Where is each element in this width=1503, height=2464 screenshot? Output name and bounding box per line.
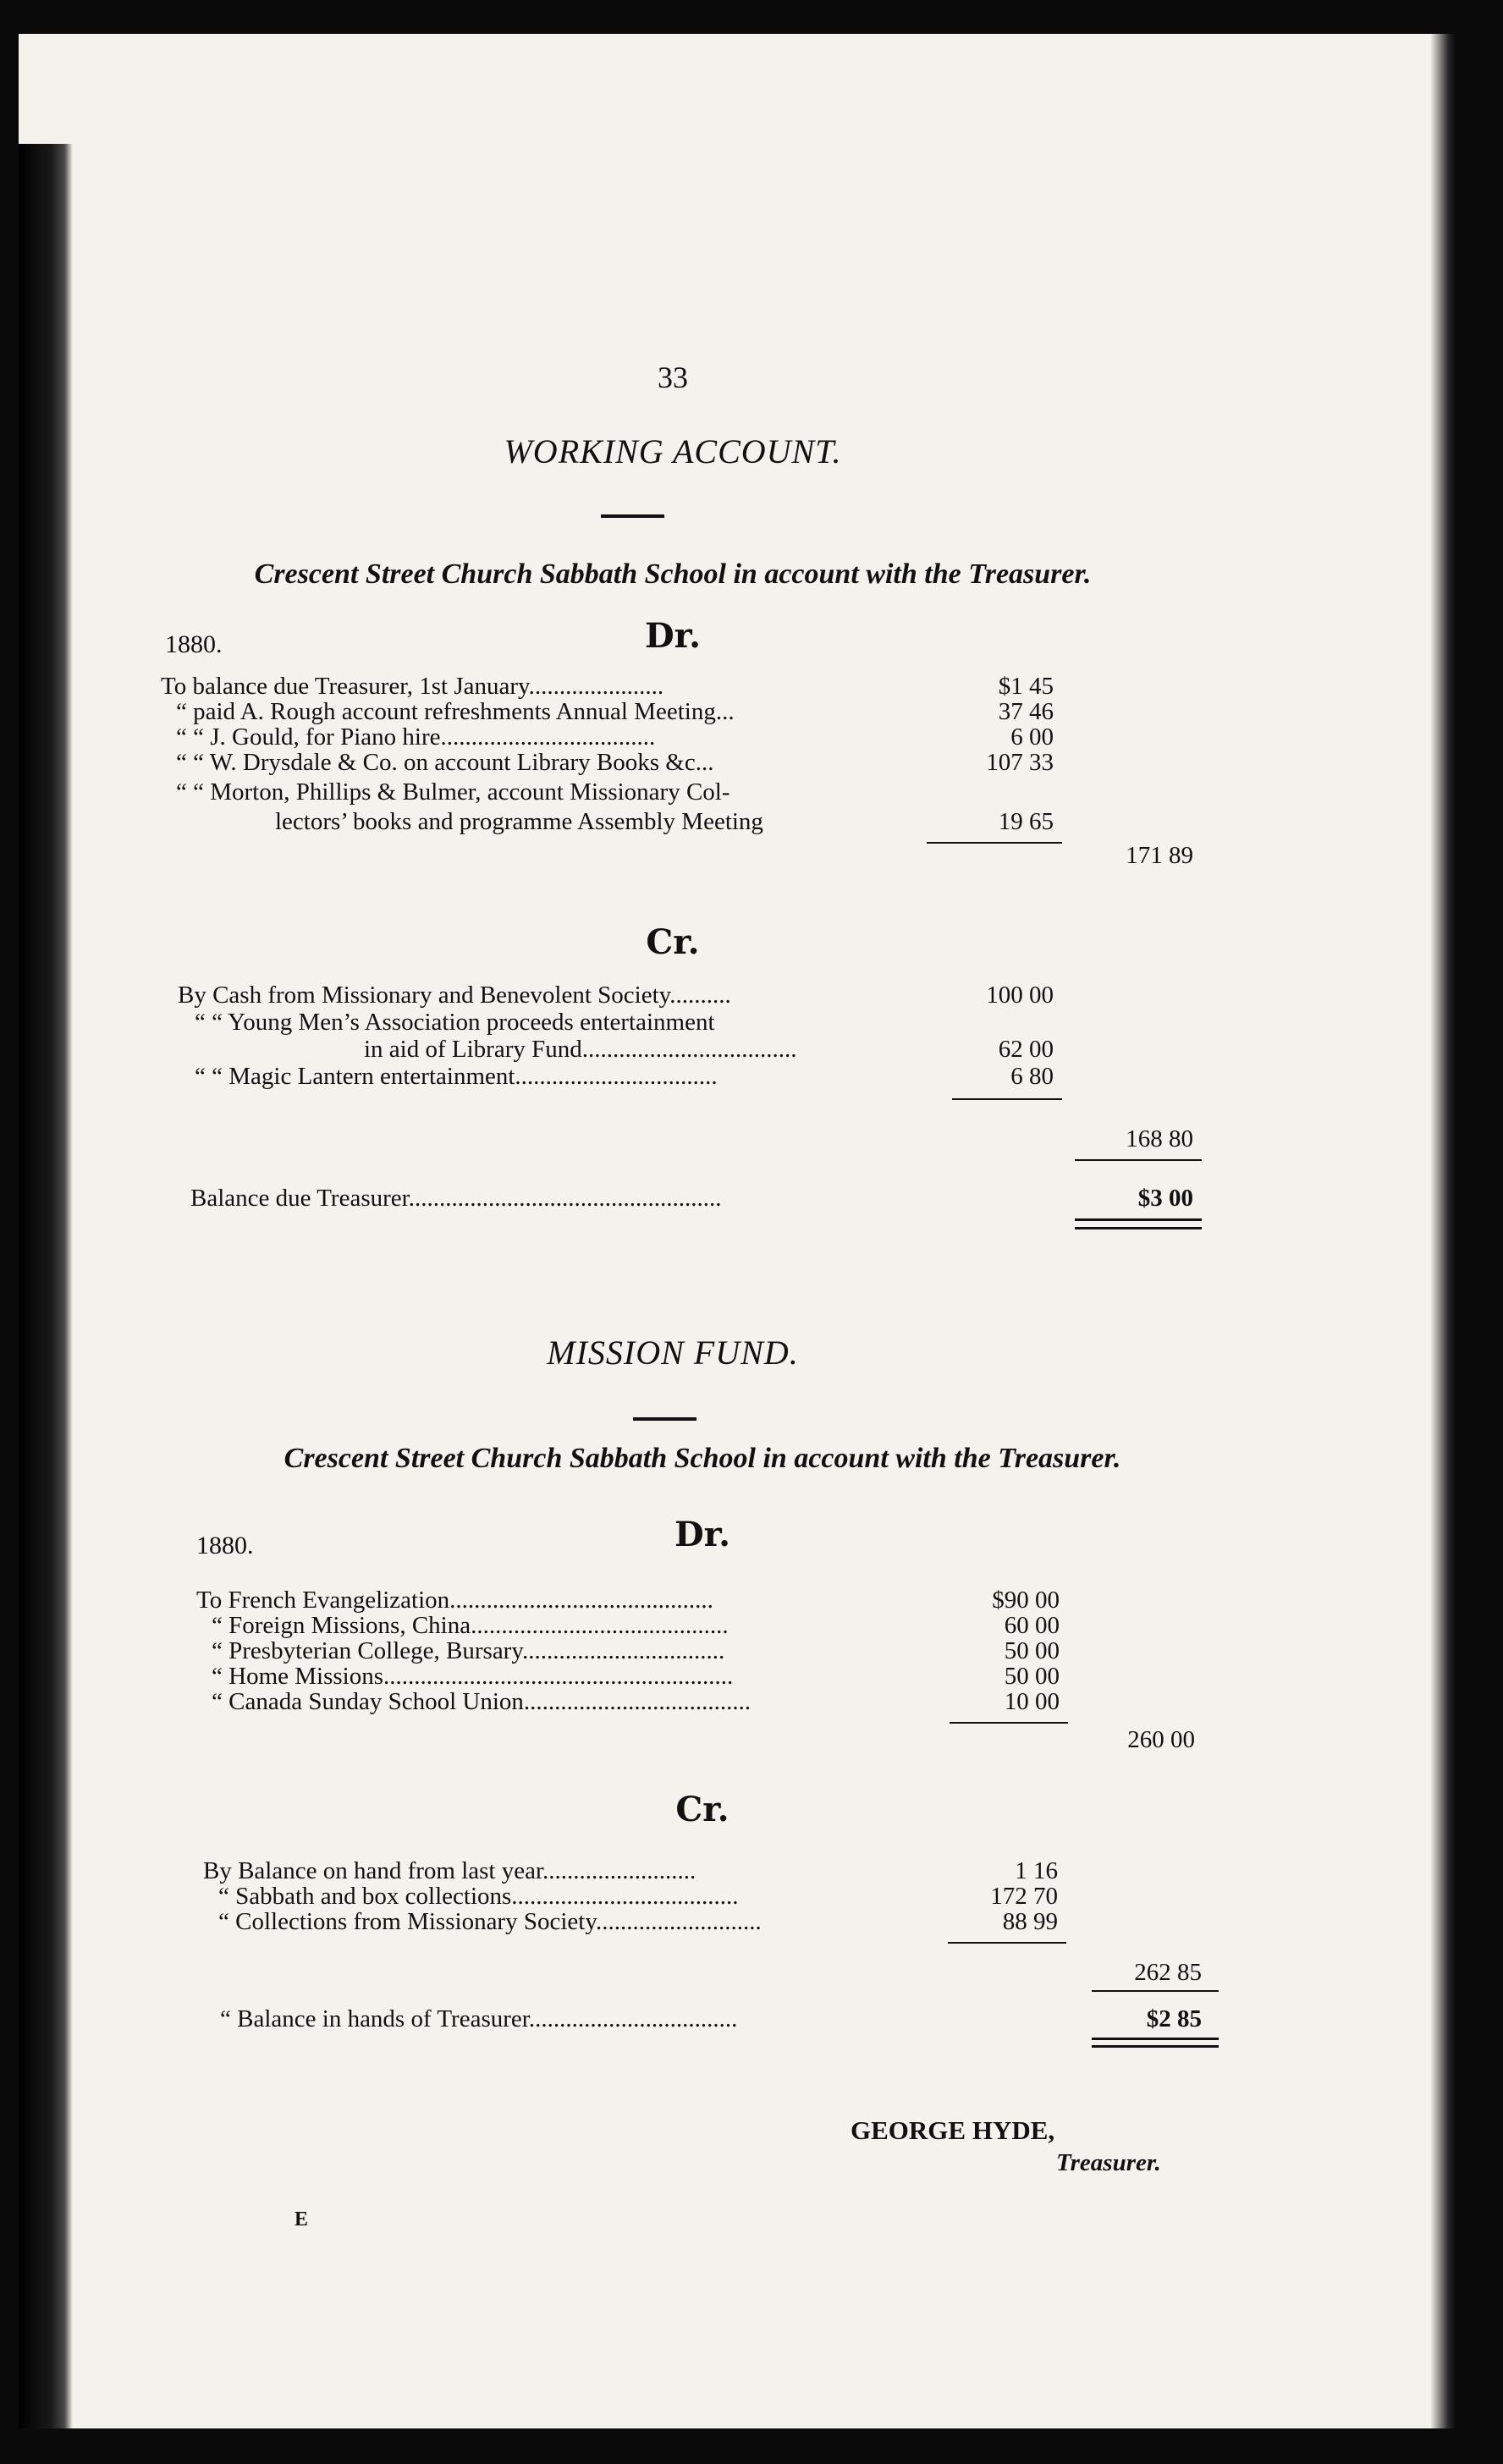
ledger-row [196,1612,1237,1637]
ledger-label: “ Presbyterian College, Bursary................................. [212,1637,725,1664]
ledger-label: By Balance on hand from last year......................... [203,1857,696,1884]
ledger-total-row [161,842,1202,867]
balance-amount: $3 00 [1137,1185,1193,1212]
ledger-label: in aid of Library Fund................................... [364,1036,797,1063]
ledger-amount: 37 46 [998,698,1054,725]
ledger-label: “ “ Young Men’s Association proceeds entertainment [195,1009,715,1036]
working-account-subtitle: Crescent Street Church Sabbath School in account with the Treasurer. [254,558,1092,590]
scan-dark-edge-right [1430,34,1456,2428]
ledger-label: To balance due Treasurer, 1st January...................... [161,673,664,700]
balance-label: Balance due Treasurer................................................... [190,1185,722,1212]
mission-fund-year: 1880. [196,1532,254,1559]
mission-fund-subtitle: Crescent Street Church Sabbath School in account with the Treasurer. [284,1443,1121,1474]
ledger-amount: $90 00 [992,1587,1060,1614]
ledger-label: By Cash from Missionary and Benevolent Society.......... [178,982,731,1009]
ledger-row [196,1663,1237,1688]
ledger-row [161,808,1202,833]
ledger-total: 260 00 [1127,1726,1195,1753]
ledger-row [161,1063,1202,1088]
working-account-dr-label: Dr. [644,616,701,656]
ledger-amount: 6 00 [1010,723,1054,751]
ledger-label: “ Foreign Missions, China.......................................... [212,1612,729,1639]
working-account-title: WORKING ACCOUNT. [504,432,842,470]
ledger-row [161,778,1202,804]
ledger-amount: 50 00 [1004,1663,1060,1690]
ledger-total-row [203,1959,1244,1984]
ledger-row [203,1883,1244,1908]
subtotal-rule [948,1942,1066,1944]
ledger-amount: 172 70 [990,1883,1058,1910]
working-account-year: 1880. [165,630,223,658]
title-rule [633,1417,696,1421]
total-rule [1075,1159,1202,1161]
ledger-amount: 6 80 [1010,1063,1054,1090]
double-rule-bottom [1075,1227,1202,1229]
total-rule [1092,1990,1219,1992]
ledger-total: 171 89 [1126,842,1193,869]
treasurer-name: GEORGE HYDE, [851,2115,1055,2145]
ledger-amount: 62 00 [998,1036,1054,1063]
ledger-total: 262 85 [1134,1959,1202,1986]
ledger-total-row [161,1125,1202,1151]
scan-dark-edge-left [19,144,73,2428]
double-rule-top [1075,1218,1202,1221]
ledger-label: To French Evangelization........................................... [196,1587,713,1614]
ledger-amount: 88 99 [1002,1908,1058,1935]
working-account-cr-label: Cr. [646,922,700,962]
mission-fund-cr-label: Cr. [675,1790,729,1829]
ledger-row [161,749,1202,774]
ledger-row [161,723,1202,749]
ledger-row [203,1908,1244,1933]
title-rule [601,514,664,518]
ledger-amount: 107 33 [986,749,1054,776]
ledger-row [161,982,1202,1007]
ledger-row [161,1036,1202,1061]
ledger-row [161,698,1202,723]
balance-amount: $2 85 [1146,2005,1202,2032]
ledger-amount: 50 00 [1004,1637,1060,1664]
ledger-row [161,673,1202,698]
ledger-total: 168 80 [1126,1125,1193,1152]
ledger-label: lectors’ books and programme Assembly Meeting [275,808,763,835]
ledger-row [196,1587,1237,1612]
balance-row [203,2005,1244,2031]
balance-row [161,1185,1202,1210]
ledger-row [196,1688,1237,1713]
double-rule-top [1092,2038,1219,2040]
ledger-label: “ “ Morton, Phillips & Bulmer, account Missionary Col- [176,778,730,806]
ledger-row [196,1637,1237,1663]
ledger-amount: 1 16 [1015,1857,1058,1884]
ledger-amount: 19 65 [998,808,1054,835]
ledger-label: “ Home Missions......................................................... [212,1663,734,1690]
ledger-label: “ Canada Sunday School Union..................................... [212,1688,752,1715]
double-rule-bottom [1092,2045,1219,2048]
ledger-label: “ paid A. Rough account refreshments Annual Meeting... [176,698,735,725]
ledger-row [161,1009,1202,1034]
ledger-label: “ Sabbath and box collections..................................... [218,1883,739,1910]
balance-label: “ Balance in hands of Treasurer.................................. [220,2005,738,2032]
mission-fund-dr-label: Dr. [674,1515,730,1554]
ledger-label: “ “ W. Drysdale & Co. on account Library Books &c... [176,749,714,776]
ledger-amount: $1 45 [998,673,1054,700]
ledger-amount: 10 00 [1004,1688,1060,1715]
ledger-total-row [196,1726,1237,1752]
ledger-row [203,1857,1244,1883]
mission-fund-title: MISSION FUND. [547,1334,799,1372]
ledger-label: “ Collections from Missionary Society........................... [218,1908,762,1935]
ledger-label: “ “ Magic Lantern entertainment................................. [195,1063,718,1090]
ledger-amount: 100 00 [986,982,1054,1009]
treasurer-role: Treasurer. [1056,2149,1161,2176]
ledger-label: “ “ J. Gould, for Piano hire................................... [176,723,656,751]
page-number: 33 [658,360,688,394]
subtotal-rule [950,1722,1068,1724]
ledger-amount: 60 00 [1004,1612,1060,1639]
signature-mark: E [295,2208,309,2230]
subtotal-rule [952,1098,1062,1100]
